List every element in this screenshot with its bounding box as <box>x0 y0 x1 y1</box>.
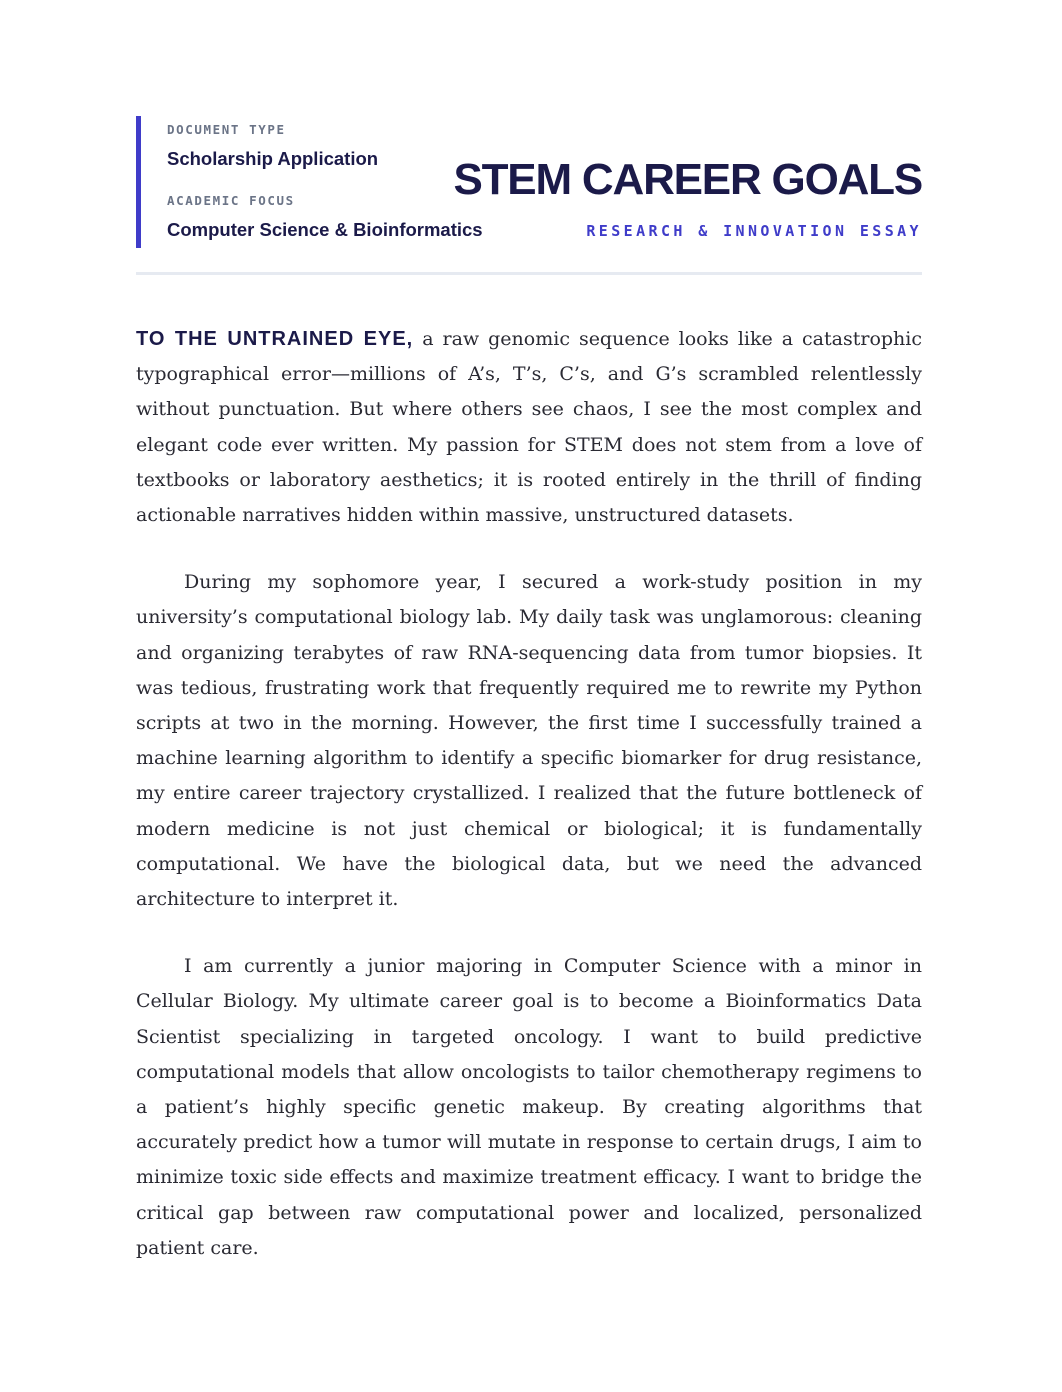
essay-paragraph-3: I am currently a junior majoring in Computer Science with a minor in Cellular Biology. My ultimate career goal is to become a Bioinformatics Data Scientist specializing in targeted oncology. I want to build predictive computational models that allow oncologists to tailor chemotherapy regimens to a patient’s highly specific genetic makeup. By creating algorithms that accurately predict how a tumor will mutate in response to certain drugs, I aim to minimize toxic side effects and maximize treatment efficacy. I want to bridge the critical gap between raw computational power and localized, personalized patient care. <box>136 955 922 1259</box>
essay-body <box>136 322 922 1298</box>
document-type-value: Scholarship Application <box>167 148 379 169</box>
paragraph-1-text: a raw genomic sequence looks like a catastrophic typographical error—millions of A’s, T’s, C’s, and G’s scrambled relentlessly without punctuation. But where others see chaos, I see the most complex and elegant code ever written. My passion for STEM does not stem from a love of textbooks or laboratory aesthetics; it is rooted entirely in the thrill of finding actionable narratives hidden within massive, unstructured datasets. <box>136 328 922 527</box>
document-type-label: DOCUMENT TYPE <box>167 122 286 137</box>
lead-in-text: TO THE UNTRAINED EYE, <box>136 328 414 350</box>
page-title: STEM CAREER GOALS <box>453 155 922 204</box>
header-divider <box>136 272 922 275</box>
page-subtitle: RESEARCH & INNOVATION ESSAY <box>586 222 922 240</box>
essay-paragraph-1 <box>136 322 922 533</box>
meta-block <box>136 116 483 248</box>
document-page <box>136 116 922 1259</box>
document-header <box>136 116 922 248</box>
essay-paragraph-2: During my sophomore year, I secured a work-study position in my university’s computational biology lab. My daily task was unglamorous: cleaning and organizing terabytes of raw RNA-sequencing data from tumor biopsies. It was tedious, frustrating work that frequently required me to rewrite my Python scripts at two in the morning. However, the first time I successfully trained a machine learning algorithm to identify a specific biomarker for drug resistance, my entire career trajectory crystallized. I realized that the future bottleneck of modern medicine is not just chemical or biological; it is fundamentally computational. We have the biological data, but we need the advanced architecture to interpret it. <box>136 571 922 911</box>
academic-focus-label: ACADEMIC FOCUS <box>167 193 295 208</box>
academic-focus-value: Computer Science & Bioinformatics <box>167 219 483 240</box>
